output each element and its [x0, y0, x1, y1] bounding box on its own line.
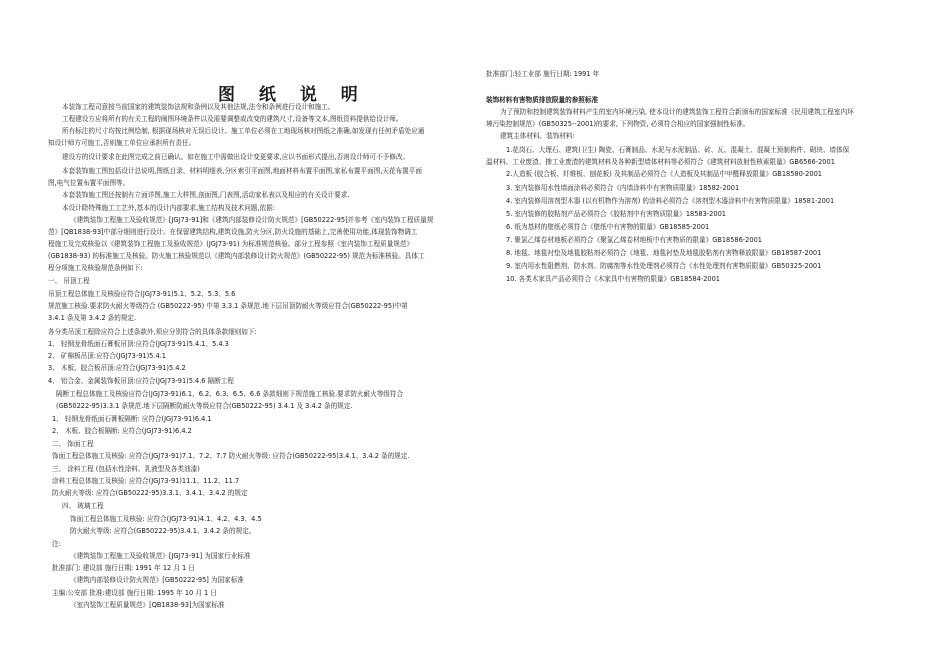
text-line: 吊顶工程总体施工及核验应符合(JGJ73-91)5.1、5.2、5.3、5.6: [48, 290, 236, 298]
text-line: 本套装饰施工图包括设计总说明,图纸目录、材料明细表,分区索引平面图,地面材料布置平面图,家私布置平面图,天花布置平面: [62, 167, 422, 175]
text-line: 隔断工程总体施工及核验应符合(JGJ73-91)6.1、6.2、6.3、6.5、6.6 条款细则下规范施工核验.要求防火耐火等级符合: [56, 390, 404, 398]
text-line: 2.人造板 (胶合板、纤维板、刨花板) 及其制品必须符合《人造板及其制品中甲醛释放限量》GB18580-2001: [506, 170, 822, 178]
text-line: 三、 涂料工程 (包括水性涂料、乳液型及各类油漆): [52, 465, 200, 473]
section-heading: 装饰材料有害物质排放限量的参照标准: [486, 96, 599, 104]
text-line: 建筑主体材料、装饰材料:: [500, 132, 575, 140]
text-line: 程施工及完成核验以《建筑装饰工程施工及验收规范》(JGJ73-91) 为标准规范核验。部分工程参照《室内装饰工程质量规范》: [48, 240, 414, 248]
text-line: 本装饰工程司意按当前国家的建筑装饰法规和条例以及其他法规,法令和条例进行设计和施工。: [62, 103, 335, 111]
text-line: 为了预防和控制建筑装饰材料产生的室内环境污染, 使本设计的建筑装饰工程符合新颁布的国家标准《民用建筑工程室内环: [500, 108, 854, 116]
text-line: 1.花岗石、大理石、建筑(卫生) 陶瓷、石膏制品、水泥与水泥制品、砖、瓦、混凝土、混凝土预制构件、砌块、墙体保: [506, 146, 850, 154]
text-line: 2、 木板、胶合板隔断: 应符合(JGJ73-91)6.4.2: [52, 427, 192, 435]
text-line: 范》[QB1838-93]中部分细则进行设计。在保留建筑结构,建筑设施,防火分区,防火设施的基础上,完善使用功能,体现装饰物调工: [48, 228, 418, 236]
text-line: 饰面工程总体施工及核验: 应符合(JGJ73-91)7.1、7.2、7.7 防火耐火等级: 应符合(GB50222-95)3.4.1、3.4.2 条的规定.: [52, 452, 410, 460]
text-line: 批准部门: 建设部 施行日期: 1991 年 12 月 1 日: [52, 564, 195, 572]
text-line: 3. 室内装修用水性墙面涂料必须符合《内墙涂料中有害物质限量》18582-2001: [506, 184, 740, 192]
text-line: 9. 室内用水性阻燃剂、防水剂、防腐剂等水性处理剂必须符合《水性处理剂有害物质限量》GB50325-2001: [506, 262, 822, 270]
text-line: 所有标注的尺寸均按比例绘制, 根据现场核对无误后设计。施工单位必须在工地现场核对图纸之准确,如发现有任何矛盾处应通: [62, 127, 425, 135]
text-line: (GB50222-95)3.3.1 条规范.地下层隔断防耐火等级应符合(GB50222-95) 3.4.1 及 3.4.2 条的规定.: [56, 402, 353, 410]
text-line: 8. 地毯、地毯衬垫及地毯胶粘剂必须符合《地毯、地毯衬垫及地毯胶粘剂有害物释放限量》GB18587-2001: [506, 249, 822, 257]
text-line: 涂料工程总体施工及核验: 应符合(JGJ73-91)11.1、11.2、11.7: [52, 477, 240, 485]
text-line: 《建筑装饰工程施工及验收规范》[JGJ73-91]和《建筑内部装修设计防火规范》[GB50222-95]并参考《室内装饰工程质量规: [70, 216, 434, 224]
text-line: 建设方的设计要求在此图完成之前已确认。如在施工中需做出设计变更要求,应以书面形式提出,否则设计师可不予修改。: [62, 153, 410, 161]
text-line: 10. 各类木家具产品必须符合《木家具中有害物的限量》GB18584-2001: [506, 275, 721, 283]
text-line: (GB1838-93) 的标准施工及核验。防火施工核验规范以《建筑内部装修设计防火规范》(GB50222-95) 规范为标准核验。具体工: [48, 252, 425, 260]
text-line: 批准部门:轻工业部 施行日期: 1991 年: [486, 70, 600, 78]
text-line: 四、 玻璃工程: [62, 502, 104, 510]
text-line: 1、 轻钢龙骨纸面石膏板吊顶:应符合(JGJ73-91)5.4.1、5.4.3: [48, 340, 229, 348]
text-line: 2、 矿棉板吊顶:应符合(JGJ73-91)5.4.1: [48, 352, 166, 360]
text-line: 境污染控制规范》(GB50325--2001)的要求, 下列物资, 必须符合相应的国家强制性标准。: [486, 120, 750, 128]
text-line: 二、 饰面工程: [52, 440, 94, 448]
text-line: 防火耐火等级: 应符合(GB50222-95)3.3.1、3.4.1、3.4.2 的规定: [52, 489, 248, 497]
text-line: 各分类吊顶工程除应符合上述条款外,须应分别符合的具体条款细则如下:: [48, 328, 257, 336]
text-line: 《室内装饰工程质量规范》[QB1838-93]为国家标准: [70, 601, 225, 609]
text-line: 6. 纸为基材的壁纸必须符合《壁纸中有害物的限量》GB18585-2001: [506, 223, 710, 231]
text-line: 本设计除特殊施工工艺外,基本的设计内部要求,施工结构及技术问题,依据:: [62, 204, 275, 212]
text-line: 本套装饰施工图还按制有立面详图,施工大样图,剖面图,门表图,活动家私表以及相应的有关设计要求.: [62, 191, 350, 199]
text-line: 7. 聚氯乙烯卷材地板必须符合《聚氯乙烯卷材地板中有害物质的限量》GB18586-2001: [506, 236, 762, 244]
text-line: 饰面工程总体施工及核验: 应符合(JGJ73-91)4.1、4.2、4.3、4.5: [70, 515, 262, 523]
text-line: 4、 铝合金、金属装饰板吊顶:应符合(JGJ73-91)5.4.6 隔断工程: [48, 377, 234, 385]
text-line: 《建筑内部装修设计防火规范》[GB50222-95] 为国家标准: [70, 576, 244, 584]
text-line: 《建筑装饰工程施工及验收规范》[JGJ73-91] 为国家行业标准: [70, 552, 251, 560]
text-line: 图,电气位置布置平面图等。: [48, 179, 130, 187]
text-line: 一、 吊顶工程: [48, 277, 90, 285]
text-line: 3、 木板、胶合板吊顶:应符合(JGJ73-91)5.4.2: [48, 364, 186, 372]
text-line: 防火耐火等级: 应符合(GB50222-95)3.4.1、3.4.2 条的规定。: [70, 527, 256, 535]
text-line: 知设计师方可施工,否则施工单位应承担所有责任。: [48, 139, 196, 147]
text-line: 温材料、工业废渣、掺工业废渣的建筑材料及各种新型墙体材料等必须符合《建筑材料放射性核素限量》GB6566-2001: [486, 158, 835, 166]
text-line: 工程建设方应将所有的有关工程的阐图环境条件以及需要调整或改变的建筑尺寸,设备等文本,图纸资料提供给设计师。: [62, 115, 403, 123]
text-line: 注:: [52, 540, 61, 548]
text-line: 主编:公安部 批准:建设部 施行日期: 1995 年 10 月 1 日: [52, 589, 217, 597]
text-line: 4. 室内装修用溶剂型木器 (以有机物作为溶剂) 的涂料必须符合《溶剂型木器涂料中有害物质限量》18581-2001: [506, 197, 835, 205]
text-line: 5. 室内装修的胶粘剂产品必须符合《胶粘剂中有害物质限量》18583-2001: [506, 210, 726, 218]
text-line: 程分项施工及核验规范条例如下:: [48, 264, 143, 272]
text-line: 3.4.1 条及第 3.4.2 条的规定.: [48, 314, 137, 322]
document-title: 图 纸 说 明: [218, 85, 367, 105]
text-line: 规范施工核验.要求防火耐火等级符合 (GB50222-95) 中第 3.3.1 条规范.地下层吊顶防耐火等级应符合(GB50222-95)中第: [48, 302, 408, 310]
text-line: 1、 轻钢龙骨纸面石膏板隔断: 应符合(JGJ73-91)6.4.1: [52, 415, 212, 423]
